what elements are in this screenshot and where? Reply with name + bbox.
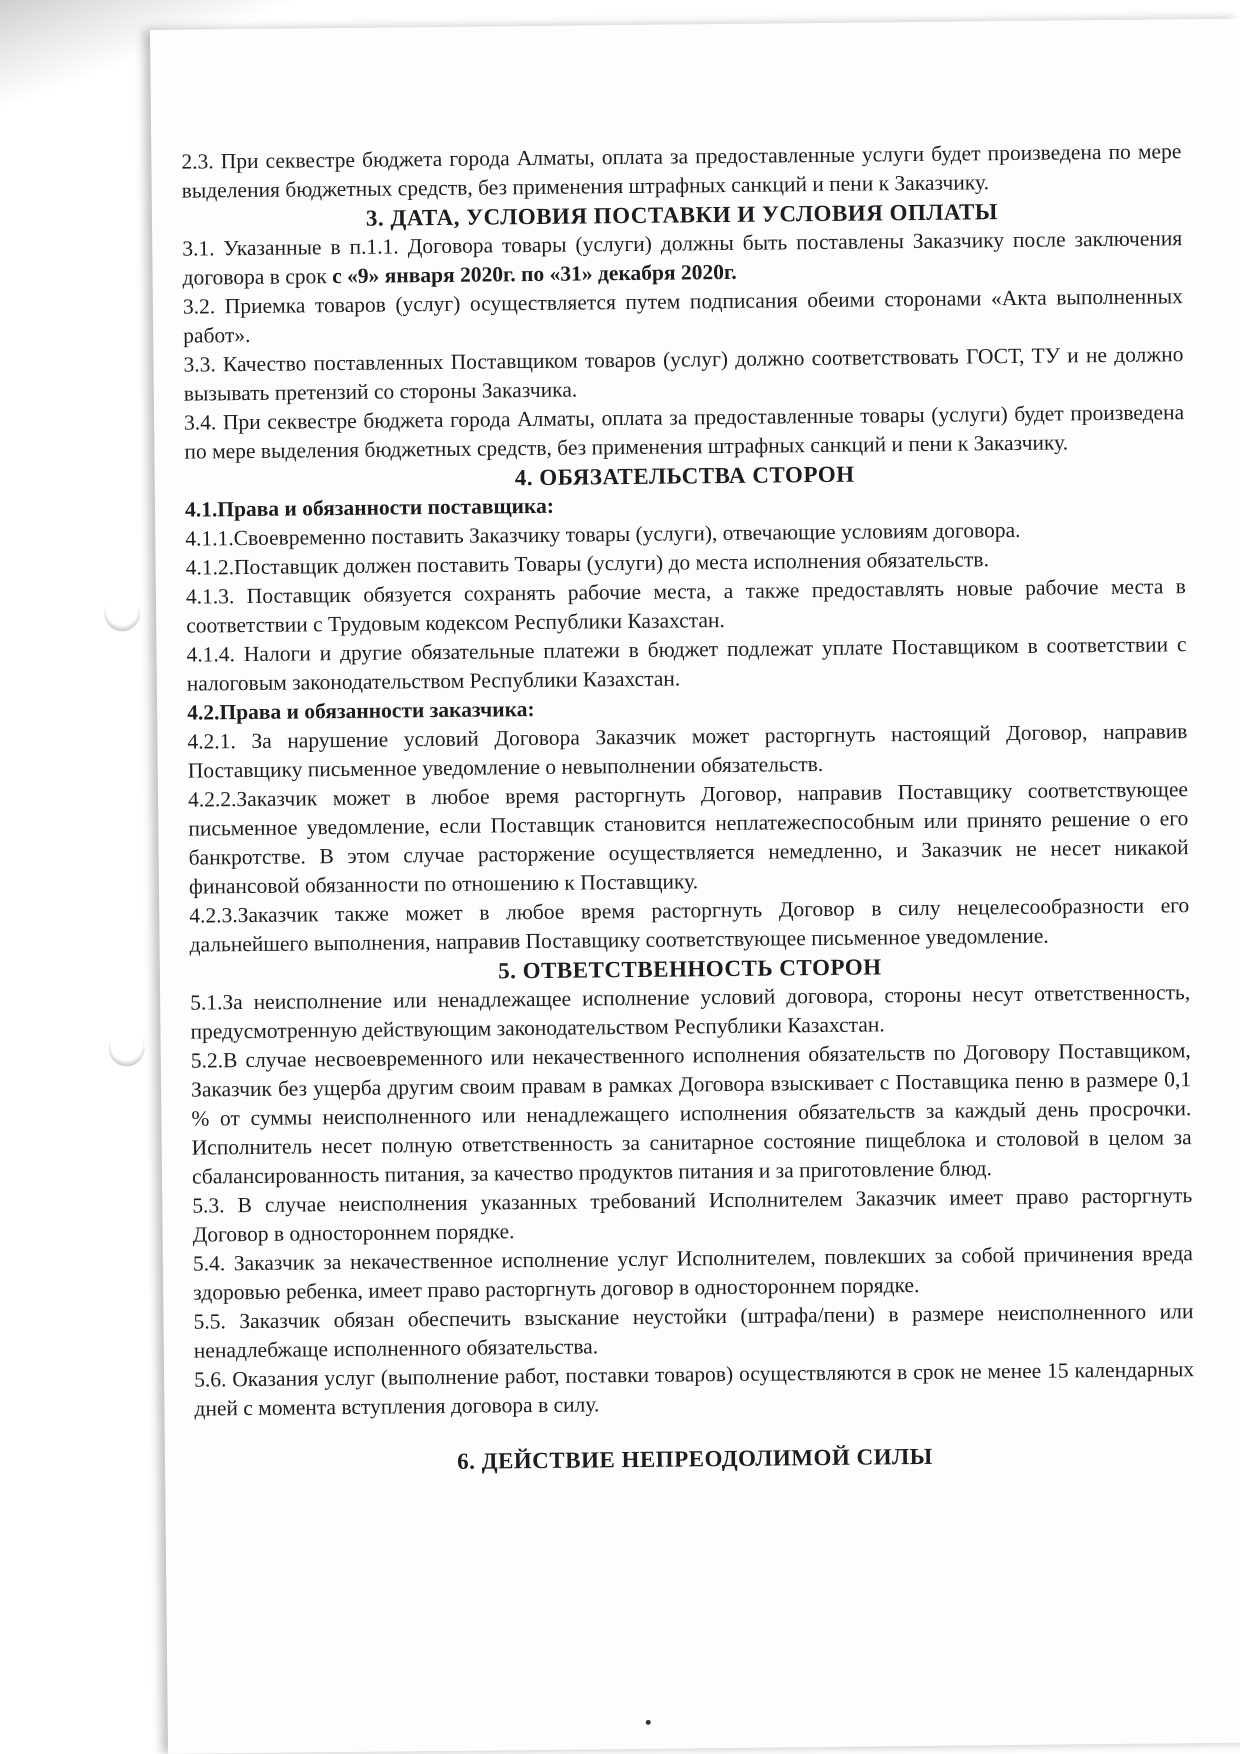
document-body: [181, 137, 1195, 1478]
paragraph-3-3: 3.3. Качество поставленных Поставщиком товаров (услуг) должно соответствовать ГОСТ, ТУ и не должно вызывать претензий со стороны Заказчика.: [183, 342, 1184, 406]
paragraph-5-5: 5.5. Заказчик обязан обеспечить взыскание неустойки (штрафа/пени) в размере неисполненного или ненадлебжаще исполненного обязательства.: [193, 1299, 1194, 1363]
paragraph-4-1-1: 4.1.1.Своевременно поставить Заказчику товары (услуги), отвечающие условиям договора.: [185, 517, 1021, 551]
section-heading-3: 3. ДАТА, УСЛОВИЯ ПОСТАВКИ И УСЛОВИЯ ОПЛАТЫ: [365, 199, 999, 231]
paragraph-5-4: 5.4. Заказчик за некачественное исполнение услуг Исполнителем, повлекших за собой причинения вреда здоровью ребенка, имеет право расторгнуть договор в одностороннем порядке.: [192, 1241, 1193, 1305]
paragraph-3-1-text: 3.1. Указанные в п.1.1. Договора товары (услуги) должны быть поставлены Заказчику после заключения договора в срок: [182, 226, 1183, 290]
punch-hole: [104, 595, 140, 631]
page-dot: [646, 1720, 651, 1725]
document-page: [150, 19, 1240, 1754]
paragraph-3-4: 3.4. При секвестре бюджета города Алматы, оплата за предоставленные товары (услуги) будет произведена по мере выделения бюджетных средств, без применения штрафных санкций и пени к Заказчику.: [183, 400, 1185, 464]
punch-hole: [108, 1030, 144, 1066]
paragraph-5-2: 5.2.В случае несвоевременного или некачественного исполнения обязательств по Договору Поставщиком, Заказчик без ущерба другим своим правам в рамках Договора взыскивает с Поставщика пеню в размере 0,1 % от суммы неисполненного или ненадлежащего исполнения обязательств за каждый день просрочки. Исполнитель несет полную ответственность за санитарное состояние пищеблока и столовой в целом за сбалансированность питания, за качество продуктов питания и за приготовление блюд.: [190, 1038, 1192, 1189]
section-heading-4: 4. ОБЯЗАТЕЛЬСТВА СТОРОН: [514, 461, 855, 491]
paragraph-5-6: 5.6. Оказания услуг (выполнение работ, поставки товаров) осуществляются в срок не менее 15 календарных дней с момента вступления договора в силу.: [194, 1357, 1195, 1421]
paragraph-4-1-2: 4.1.2.Поставщик должен поставить Товары (услуги) до места исполнения обязательств.: [185, 547, 990, 580]
paragraph-5-3: 5.3. В случае неисполнения указанных требований Исполнителем Заказчик имеет право расторгнуть Договор в одностороннем порядке.: [192, 1183, 1193, 1247]
paragraph-5-1: 5.1.За неисполнение или ненадлежащее исполнение условий договора, стороны несут ответственность, предусмотренную действующим законодательством Республики Казахстан.: [190, 980, 1191, 1044]
section-heading-5: 5. ОТВЕТСТВЕННОСТЬ СТОРОН: [497, 954, 882, 984]
paragraph-2-3: 2.3. При секвестре бюджета города Алматы, оплата за предоставленные услуги будет произведена по мере выделения бюджетных средств, без применения штрафных санкций и пени к Заказчику.: [181, 139, 1182, 203]
paragraph-4-2-2: 4.2.2.Заказчик может в любое время расторгнуть Договор, направив Поставщику соответствующее письменное уведомление, если Поставщик становится неплатежеспособным или принято решение о его банкротстве. В этом случае расторжение осуществляется немедленно, и Заказчик не несет никакой финансовой обязанности по отношению к Поставщику.: [187, 777, 1189, 899]
subheading-4-1: 4.1.Права и обязанности поставщика:: [184, 493, 555, 522]
paragraph-4-2-1: 4.2.1. За нарушение условий Договора Заказчик может расторгнуть настоящий Договор, направив Поставщику письменное уведомление о невыполнении обязательств.: [187, 719, 1188, 783]
paragraph-3-1: [182, 224, 1183, 292]
delivery-period: с «9» января 2020г. по «31» декабря 2020г.: [332, 259, 737, 289]
section-heading-6: 6. ДЕЙСТВИЕ НЕПРЕОДОЛИМОЙ СИЛЫ: [457, 1443, 933, 1474]
paragraph-4-1-3: 4.1.3. Поставщик обязуется сохранять рабочие места, а также предоставлять новые рабочие места в соответствии с Трудовым кодексом Республики Казахстан.: [185, 574, 1187, 638]
paragraph-3-2: 3.2. Приемка товаров (услуг) осуществляется путем подписания обеими сторонами «Акта выполненных работ».: [182, 284, 1183, 348]
paragraph-4-2-3: 4.2.3.Заказчик также может в любое время расторгнуть Договор в силу нецелесообразности его дальнейшего выполнения, направив Поставщику соответствующее письменное уведомление.: [189, 893, 1190, 957]
subheading-4-2: 4.2.Права и обязанности заказчика:: [187, 697, 535, 725]
paragraph-4-1-4: 4.1.4. Налоги и другие обязательные платежи в бюджет подлежат уплате Поставщиком в соответствии с налоговым законодательством Республики Казахстан.: [186, 632, 1187, 696]
